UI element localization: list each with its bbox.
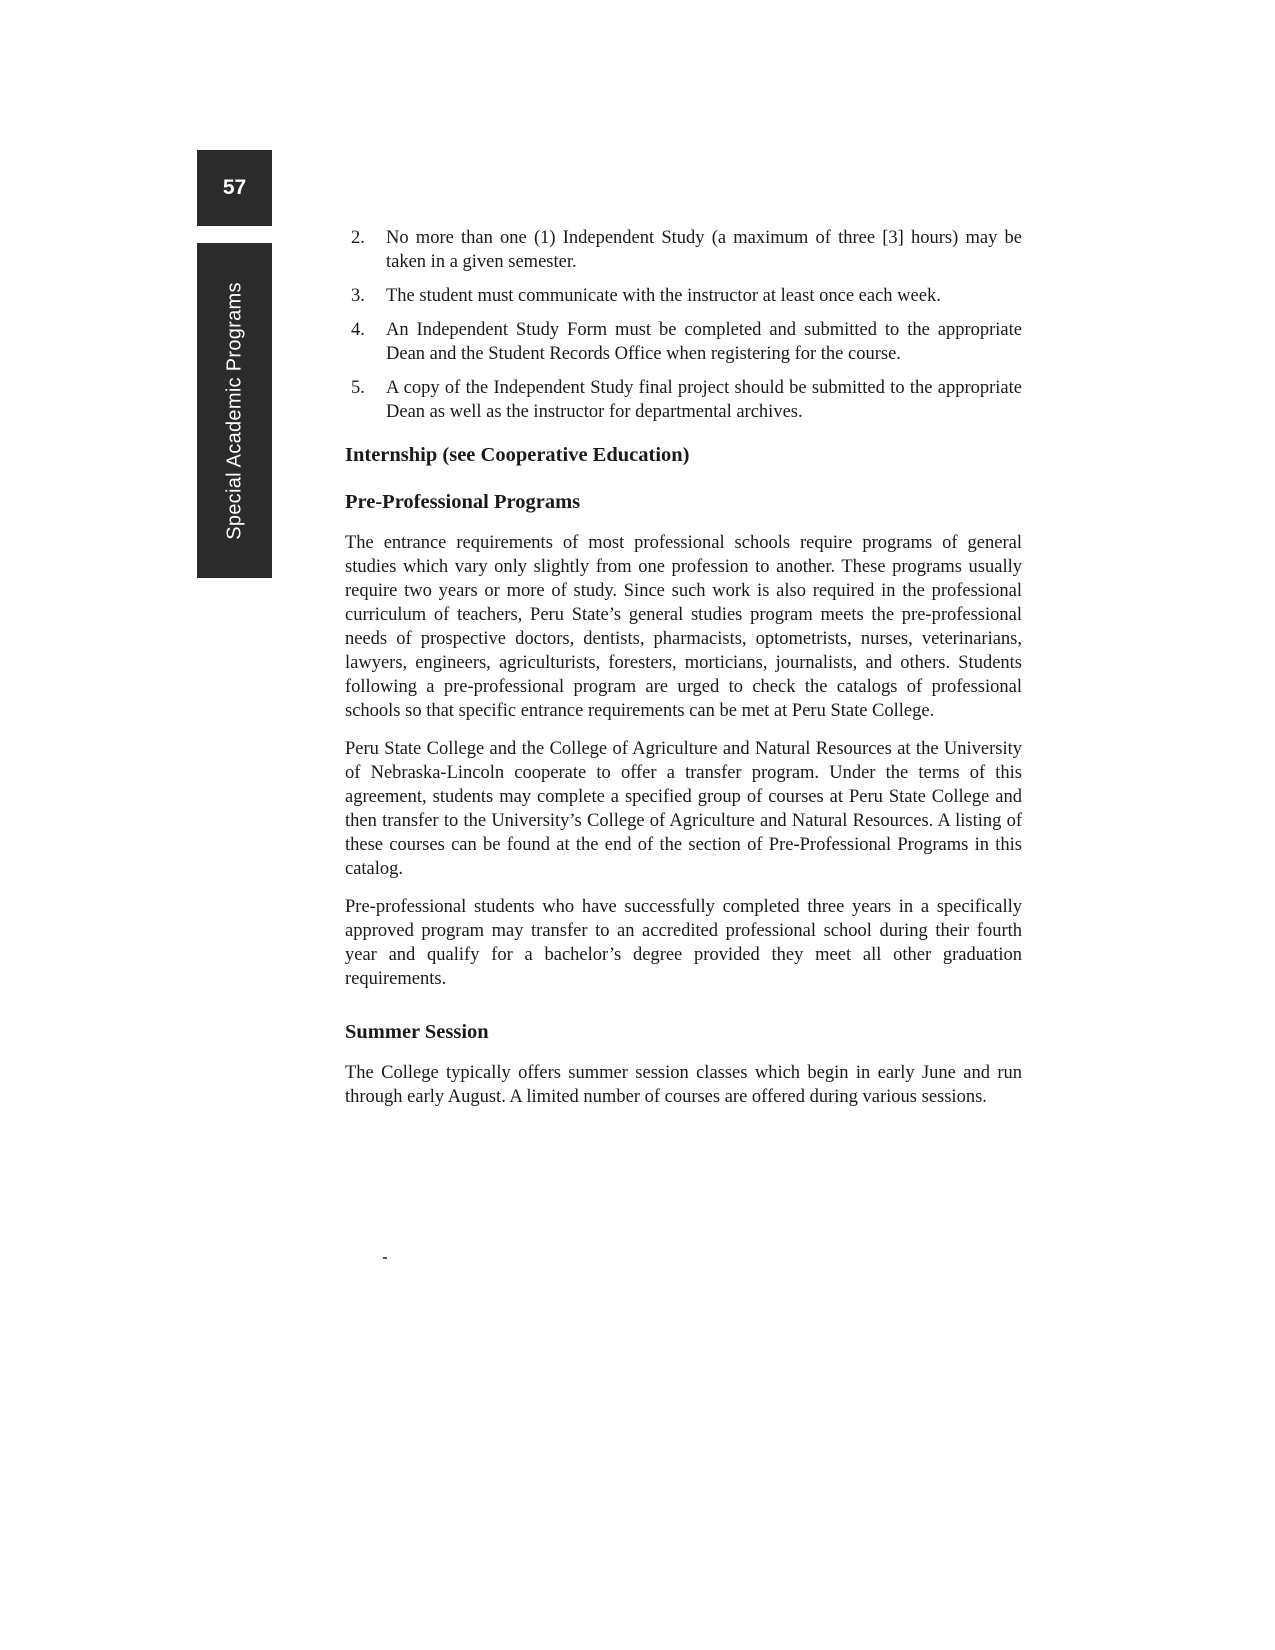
list-item xyxy=(351,376,1022,424)
page-number: 57 xyxy=(222,176,247,199)
list-item xyxy=(351,318,1022,366)
list-item-text: An Independent Study Form must be completed and submitted to the appropriate Dean and the Student Records Office when registering for the course. xyxy=(386,320,1022,364)
pre-professional-heading: Pre-Professional Programs xyxy=(345,491,581,513)
pre-professional-paragraph: The entrance requirements of most professional schools require programs of general studies which vary only slightly from one profession to another. These programs usually require two years or more of study. Since such work is also required in the professional curriculum of teachers, Peru State’s general studies program meets the pre-professional needs of prospective doctors, dentists, pharmacists, optometrists, nurses, veterinarians, lawyers, engineers, agriculturists, foresters, morticians, journalists, and others. Students following a pre-professional program are urged to check the catalogs of professional schools so that specific entrance requirements can be met at Peru State College. xyxy=(345,533,1022,721)
main-content xyxy=(345,226,1022,1123)
list-item-number: 2. xyxy=(351,228,365,248)
summer-session-paragraph: The College typically offers summer session classes which begin in early June and run through early August. A limited number of courses are offered during various sessions. xyxy=(345,1063,1022,1107)
summer-session-heading: Summer Session xyxy=(345,1021,489,1043)
list-item xyxy=(351,226,1022,274)
list-item-text: A copy of the Independent Study final project should be submitted to the appropriate Dean as well as the instructor for departmental archives. xyxy=(386,378,1022,422)
section-title: Special Academic Programs xyxy=(223,281,245,540)
pre-professional-paragraph: Pre-professional students who have successfully completed three years in a specifically approved program may transfer to an accredited professional school during their fourth year and qualify for a bachelor’s degree provided they meet all other graduation requirements. xyxy=(345,897,1022,989)
independent-study-list xyxy=(351,226,1022,424)
list-item-text: The student must communicate with the instructor at least once each week. xyxy=(386,286,941,306)
list-item-number: 3. xyxy=(351,286,365,306)
pre-professional-paragraph: Peru State College and the College of Agriculture and Natural Resources at the University of Nebraska-Lincoln cooperate to offer a transfer program. Under the terms of this agreement, students may complete a specified group of courses at Peru State College and then transfer to the University’s College of Agriculture and Natural Resources. A listing of these courses can be found at the end of the section of Pre-Professional Programs in this catalog. xyxy=(345,739,1022,879)
list-item-number: 5. xyxy=(351,378,365,398)
internship-heading: Internship (see Cooperative Education) xyxy=(345,444,690,466)
list-item-number: 4. xyxy=(351,320,365,340)
list-item xyxy=(351,284,1022,308)
section-tab xyxy=(197,243,272,578)
stray-mark xyxy=(383,1257,387,1259)
page-number-tab xyxy=(197,150,272,226)
list-item-text: No more than one (1) Independent Study (a maximum of three [3] hours) may be taken in a given semester. xyxy=(386,228,1022,272)
